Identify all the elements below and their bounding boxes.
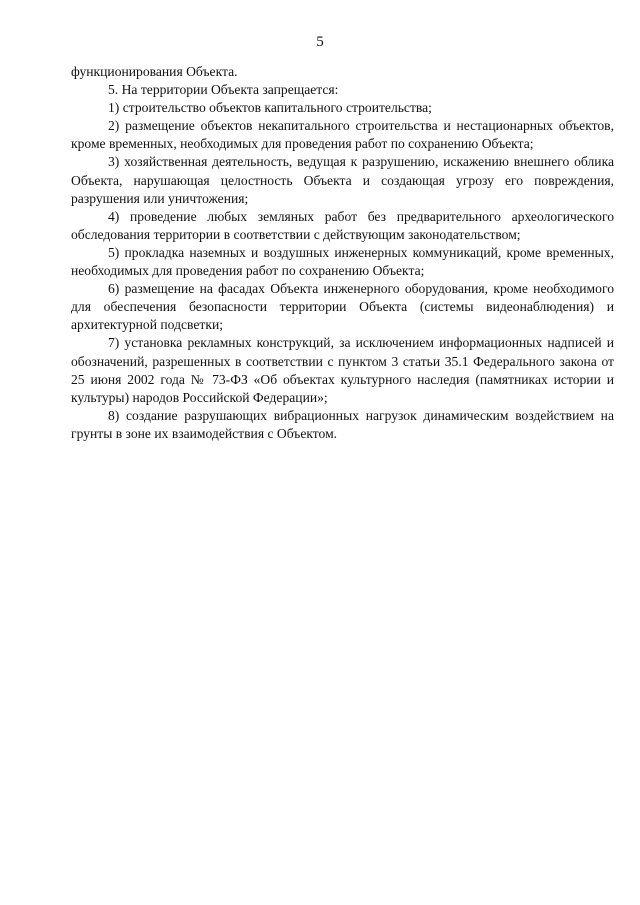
document-body <box>71 63 614 443</box>
list-item-3: 3) хозяйственная деятельность, ведущая к разрушению, искажению внешнего облика Объекта, нарушающая целостность Объекта и создающая угрозу его повреждения, разрушения или уничтожения; <box>71 154 614 206</box>
list-item-6: 6) размещение на фасадах Объекта инженерного оборудования, кроме необходимого для обеспечения безопасности территории Объекта (системы видеонаблюдения) и архитектурной подсветки; <box>71 281 614 333</box>
list-item-8: 8) создание разрушающих вибрационных нагрузок динамическим воздействием на грунты в зоне их взаимодействия с Объектом. <box>71 407 614 441</box>
list-item-1: 1) строительство объектов капитального строительства; <box>108 100 432 116</box>
list-item-5: 5) прокладка наземных и воздушных инженерных коммуникаций, кроме временных, необходимых для проведения работ по сохранению Объекта; <box>71 244 614 279</box>
paragraph-section-5-heading: 5. На территории Объекта запрещается: <box>108 82 339 98</box>
list-item-2: 2) размещение объектов некапитального строительства и нестационарных объектов, кроме временных, необходимых для проведения работ по сохранению Объекта; <box>71 118 614 152</box>
list-item-7: 7) установка рекламных конструкций, за исключением информационных надписей и обозначений, разрешенных в соответствии с пунктом 3 статьи 35.1 Федерального закона от 25 июня 2002 года № 73-ФЗ «Об объектах культурного наследия (памятниках истории и культуры) народов Российской Федерации»; <box>71 335 614 405</box>
page-number: 5 <box>316 34 324 50</box>
list-item-4: 4) проведение любых земляных работ без предварительного археологического обследования территории в соответствии с действующим законодательством; <box>71 208 614 242</box>
paragraph-continuation: функционирования Объекта. <box>71 64 238 79</box>
